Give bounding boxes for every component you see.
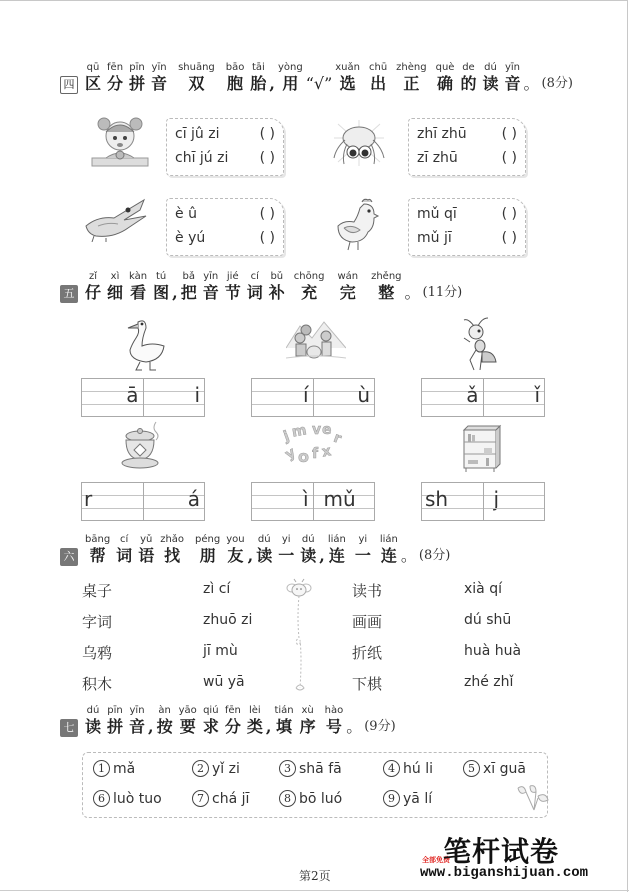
svg-text:v: v	[312, 422, 322, 438]
svg-text:f: f	[312, 446, 319, 462]
choice-box-spider	[408, 118, 526, 176]
word-left-3[interactable]: 乌鸦	[82, 644, 113, 662]
word-item-5: 5 xī guā	[463, 760, 526, 777]
word-left-4[interactable]: 积木	[82, 675, 113, 693]
teacup-image	[118, 420, 168, 472]
bottom-rule	[0, 890, 629, 891]
choice-box-crocodile	[166, 198, 284, 256]
pinyin-right-4[interactable]: zhé zhǐ	[464, 674, 514, 690]
answer-blank[interactable]: ( )	[501, 150, 517, 166]
section-5-header: 五 zǐ 仔 xì 细 kàn 看 tú 图 , bǎ 把 yīn 音 jié 节 cí 词 bǔ 补 chōng 充 wán 完 zhěng 整 。 (11分)	[60, 271, 462, 303]
svg-text:e: e	[322, 422, 332, 438]
option-text: è û	[175, 206, 197, 222]
bookcase-image	[460, 424, 502, 474]
word-right-3[interactable]: 折纸	[352, 644, 383, 662]
syllable-left: r	[84, 487, 93, 511]
word-item-7: 7 chá jī	[192, 790, 249, 807]
answer-blank[interactable]: ( )	[501, 206, 517, 222]
crocodile-image	[84, 196, 150, 242]
syllable-left: ǎ	[466, 383, 479, 407]
bee-balloon-decoration	[286, 578, 312, 696]
ant-image	[460, 316, 500, 372]
section-number: 四	[60, 76, 78, 94]
pinyin-grid-teacup	[81, 482, 205, 521]
svg-text:x: x	[320, 443, 333, 461]
pinyin-left-2[interactable]: zhuō zi	[203, 612, 253, 628]
answer-blank[interactable]: ( )	[259, 206, 275, 222]
answer-blank[interactable]: ( )	[259, 126, 275, 142]
word-item-3: 3 shā fā	[279, 760, 342, 777]
svg-text:y: y	[282, 444, 299, 463]
word-item-4: 4 hú li	[383, 760, 433, 777]
brand-logo: 笔杆试卷	[443, 835, 560, 868]
pinyin-left-1[interactable]: zì cí	[203, 581, 231, 597]
pinyin-grid-letters	[251, 482, 375, 521]
pinyin-left-3[interactable]: jī mù	[203, 643, 238, 659]
section-4-header: 四 qū 区 fēn 分 pīn 拼 yīn 音 shuāng 双 bāo 胞 tāi 胎 , yòng 用 “√” xuǎn 选 chū 出 zhèng 正 què 确 de 的 dú 读 yīn 音 。 (8分)	[60, 62, 573, 94]
hen-image	[334, 196, 380, 252]
pinyin-grid-ant	[421, 378, 545, 417]
pinyin-right-3[interactable]: huà huà	[464, 643, 522, 659]
flower-decoration	[512, 782, 552, 814]
page-number: 第2页	[299, 869, 331, 883]
word-right-1[interactable]: 读书	[352, 582, 383, 600]
option-text: mǔ jī	[417, 230, 452, 246]
option-text: mǔ qī	[417, 206, 457, 222]
word-item-6: 6 luò tuo	[93, 790, 162, 807]
syllable-right: j	[493, 487, 500, 511]
children-playing-image	[286, 318, 346, 362]
word-right-4[interactable]: 下棋	[352, 675, 383, 693]
option-text: è yú	[175, 230, 206, 246]
pinyin-right-2[interactable]: dú shū	[464, 612, 512, 628]
svg-text:r: r	[331, 429, 344, 448]
word-item-8: 8 bō luó	[279, 790, 342, 807]
pinyin-left-4[interactable]: wū yā	[203, 674, 245, 690]
syllable-left: ì	[302, 487, 309, 511]
answer-blank[interactable]: ( )	[259, 150, 275, 166]
word-item-1: 1 mǎ	[93, 760, 135, 777]
answer-blank[interactable]: ( )	[259, 230, 275, 246]
section-7-header: 七 dú 读 pīn 拼 yīn 音 , àn 按 yāo 要 qiú 求 fēn 分 lèi 类 , tián 填 xù 序 hào 号 。 (9分)	[60, 705, 396, 737]
answer-blank[interactable]: ( )	[501, 126, 517, 142]
pinyin-right-1[interactable]: xià qí	[464, 581, 502, 597]
spider-image	[330, 118, 388, 168]
syllable-left: ā	[126, 383, 139, 407]
section-number: 六	[60, 548, 78, 566]
choice-box-hen	[408, 198, 526, 256]
section-number: 五	[60, 285, 78, 303]
syllable-right: á	[187, 487, 200, 511]
option-text: zī zhū	[417, 150, 458, 166]
option-text: zhī zhū	[417, 126, 467, 142]
girl-eating-orange-image	[88, 114, 152, 170]
word-left-1[interactable]: 桌子	[82, 582, 113, 600]
syllable-right: i	[194, 383, 200, 407]
syllable-right: mǔ	[323, 487, 356, 511]
choice-box-orange	[166, 118, 284, 176]
word-left-2[interactable]: 字词	[82, 613, 113, 631]
syllable-left: sh	[425, 487, 449, 511]
goose-image	[122, 316, 168, 372]
free-tag: 全部免费	[422, 856, 450, 864]
svg-text:m: m	[290, 422, 308, 441]
syllable-left: í	[302, 383, 309, 407]
word-item-2: 2 yǐ zi	[192, 760, 240, 777]
word-right-2[interactable]: 画画	[352, 613, 383, 631]
svg-text:o: o	[298, 447, 309, 466]
option-text: cī jû zi	[175, 126, 220, 142]
section-number: 七	[60, 719, 78, 737]
svg-text:j: j	[282, 428, 292, 445]
answer-blank[interactable]: ( )	[501, 230, 517, 246]
pinyin-grid-playing	[251, 378, 375, 417]
letters-image	[282, 422, 346, 470]
syllable-right: ù	[357, 383, 370, 407]
option-text: chī jú zi	[175, 150, 229, 166]
syllable-right: ǐ	[534, 383, 540, 407]
section-6-header: 六 bāng 帮 cí 词 yǔ 语 zhǎo 找 péng 朋 you 友 , dú 读 yi 一 dú 读 , lián 连 yi 一 lián 连 。 (8分)	[60, 534, 450, 566]
pinyin-grid-bookcase	[421, 482, 545, 521]
website-link[interactable]: www.biganshijuan.com	[420, 865, 589, 881]
word-item-9: 9 yā lí	[383, 790, 432, 807]
pinyin-grid-goose	[81, 378, 205, 417]
